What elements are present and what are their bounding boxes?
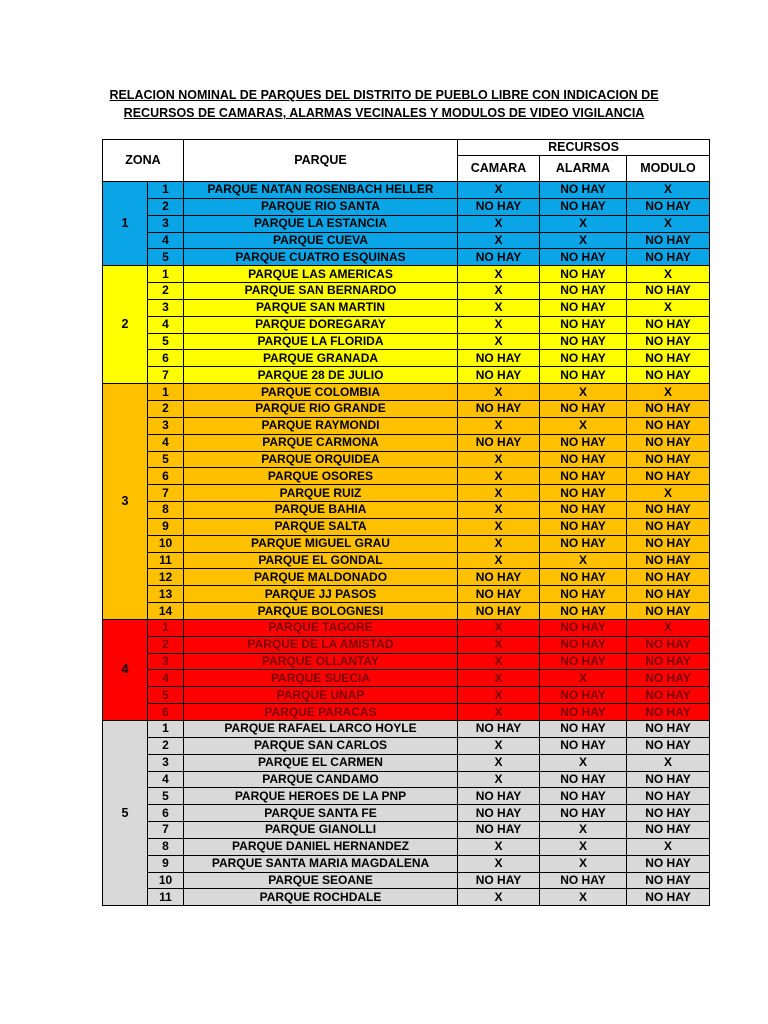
alarma-status: NO HAY — [540, 451, 627, 468]
table-row — [103, 872, 710, 889]
alarma-status: NO HAY — [540, 367, 627, 384]
camara-status: NO HAY — [458, 249, 540, 266]
row-number: 11 — [148, 889, 184, 906]
alarma-status: X — [540, 855, 627, 872]
alarma-status: X — [540, 552, 627, 569]
camara-status: X — [458, 636, 540, 653]
camara-status: X — [458, 653, 540, 670]
row-number: 5 — [148, 687, 184, 704]
park-name: PARQUE LAS AMERICAS — [184, 266, 458, 283]
modulo-status: NO HAY — [627, 636, 710, 653]
table-row — [103, 889, 710, 906]
park-name: PARQUE MIGUEL GRAU — [184, 535, 458, 552]
modulo-status: NO HAY — [627, 535, 710, 552]
camara-status: NO HAY — [458, 569, 540, 586]
zona-cell: 5 — [103, 721, 148, 906]
modulo-status: X — [627, 266, 710, 283]
modulo-status: NO HAY — [627, 805, 710, 822]
table-row — [103, 687, 710, 704]
row-number: 9 — [148, 855, 184, 872]
modulo-status: NO HAY — [627, 417, 710, 434]
park-name: PARQUE SAN MARTIN — [184, 299, 458, 316]
alarma-status: NO HAY — [540, 619, 627, 636]
alarma-status: NO HAY — [540, 872, 627, 889]
park-name: PARQUE DE LA AMISTAD — [184, 636, 458, 653]
row-number: 7 — [148, 822, 184, 839]
camara-status: X — [458, 417, 540, 434]
modulo-status: NO HAY — [627, 316, 710, 333]
row-number: 6 — [148, 704, 184, 721]
camara-status: X — [458, 384, 540, 401]
park-name: PARQUE ROCHDALE — [184, 889, 458, 906]
row-number: 1 — [148, 266, 184, 283]
alarma-status: X — [540, 232, 627, 249]
modulo-status: NO HAY — [627, 434, 710, 451]
header-camara: CAMARA — [458, 156, 540, 182]
camara-status: NO HAY — [458, 788, 540, 805]
alarma-status: NO HAY — [540, 350, 627, 367]
table-body — [103, 182, 710, 906]
table-row — [103, 434, 710, 451]
alarma-status: NO HAY — [540, 721, 627, 738]
camara-status: X — [458, 451, 540, 468]
camara-status: NO HAY — [458, 586, 540, 603]
alarma-status: NO HAY — [540, 687, 627, 704]
header-modulo: MODULO — [627, 156, 710, 182]
park-name: PARQUE SEOANE — [184, 872, 458, 889]
modulo-status: NO HAY — [627, 872, 710, 889]
row-number: 14 — [148, 603, 184, 620]
table-row — [103, 266, 710, 283]
park-name: PARQUE TAGORE — [184, 619, 458, 636]
modulo-status: NO HAY — [627, 367, 710, 384]
alarma-status: NO HAY — [540, 518, 627, 535]
camara-status: X — [458, 889, 540, 906]
table-row — [103, 350, 710, 367]
park-name: PARQUE NATAN ROSENBACH HELLER — [184, 182, 458, 199]
zona-cell: 1 — [103, 182, 148, 266]
alarma-status: NO HAY — [540, 653, 627, 670]
park-name: PARQUE SAN CARLOS — [184, 737, 458, 754]
modulo-status: X — [627, 299, 710, 316]
alarma-status: NO HAY — [540, 468, 627, 485]
camara-status: X — [458, 838, 540, 855]
alarma-status: NO HAY — [540, 586, 627, 603]
modulo-status: NO HAY — [627, 569, 710, 586]
alarma-status: NO HAY — [540, 316, 627, 333]
camara-status: NO HAY — [458, 198, 540, 215]
alarma-status: NO HAY — [540, 636, 627, 653]
park-name: PARQUE LA FLORIDA — [184, 333, 458, 350]
table-row — [103, 299, 710, 316]
row-number: 5 — [148, 451, 184, 468]
park-name: PARQUE SUECIA — [184, 670, 458, 687]
park-name: PARQUE CUATRO ESQUINAS — [184, 249, 458, 266]
row-number: 3 — [148, 653, 184, 670]
park-name: PARQUE CARMONA — [184, 434, 458, 451]
row-number: 5 — [148, 788, 184, 805]
row-number: 6 — [148, 468, 184, 485]
row-number: 10 — [148, 535, 184, 552]
modulo-status: NO HAY — [627, 198, 710, 215]
park-name: PARQUE EL CARMEN — [184, 754, 458, 771]
alarma-status: X — [540, 417, 627, 434]
modulo-status: NO HAY — [627, 333, 710, 350]
modulo-status: NO HAY — [627, 687, 710, 704]
camara-status: X — [458, 687, 540, 704]
camara-status: NO HAY — [458, 805, 540, 822]
table-row — [103, 451, 710, 468]
park-name: PARQUE SANTA FE — [184, 805, 458, 822]
modulo-status: NO HAY — [627, 350, 710, 367]
camara-status: X — [458, 215, 540, 232]
header-zona: ZONA — [103, 140, 184, 182]
table-row — [103, 653, 710, 670]
table-row — [103, 805, 710, 822]
table-row — [103, 198, 710, 215]
alarma-status: NO HAY — [540, 502, 627, 519]
park-name: PARQUE RUIZ — [184, 485, 458, 502]
park-name: PARQUE SANTA MARIA MAGDALENA — [184, 855, 458, 872]
table-row — [103, 838, 710, 855]
alarma-status: X — [540, 838, 627, 855]
row-number: 8 — [148, 502, 184, 519]
row-number: 10 — [148, 872, 184, 889]
table-row — [103, 704, 710, 721]
row-number: 4 — [148, 232, 184, 249]
park-name: PARQUE OSORES — [184, 468, 458, 485]
title-line-1: RELACION NOMINAL DE PARQUES DEL DISTRITO DE PUEBLO LIBRE CON INDICACION DE — [109, 88, 659, 102]
park-name: PARQUE ORQUIDEA — [184, 451, 458, 468]
row-number: 1 — [148, 721, 184, 738]
row-number: 2 — [148, 737, 184, 754]
modulo-status: NO HAY — [627, 889, 710, 906]
row-number: 2 — [148, 283, 184, 300]
header-recursos: RECURSOS — [458, 140, 710, 156]
camara-status: X — [458, 619, 540, 636]
modulo-status: NO HAY — [627, 552, 710, 569]
modulo-status: NO HAY — [627, 232, 710, 249]
zona-cell: 3 — [103, 384, 148, 620]
header-row-1 — [103, 140, 710, 156]
park-name: PARQUE DANIEL HERNANDEZ — [184, 838, 458, 855]
alarma-status: X — [540, 822, 627, 839]
park-name: PARQUE SAN BERNARDO — [184, 283, 458, 300]
park-name: PARQUE CANDAMO — [184, 771, 458, 788]
park-name: PARQUE CUEVA — [184, 232, 458, 249]
header-alarma: ALARMA — [540, 156, 627, 182]
modulo-status: X — [627, 485, 710, 502]
alarma-status: NO HAY — [540, 771, 627, 788]
alarma-status: NO HAY — [540, 266, 627, 283]
row-number: 2 — [148, 636, 184, 653]
row-number: 8 — [148, 838, 184, 855]
alarma-status: NO HAY — [540, 299, 627, 316]
row-number: 2 — [148, 400, 184, 417]
camara-status: NO HAY — [458, 872, 540, 889]
modulo-status: NO HAY — [627, 721, 710, 738]
park-name: PARQUE RIO GRANDE — [184, 400, 458, 417]
row-number: 6 — [148, 350, 184, 367]
table-row — [103, 855, 710, 872]
zona-cell: 2 — [103, 266, 148, 384]
zona-cell: 4 — [103, 619, 148, 720]
table-row — [103, 485, 710, 502]
row-number: 13 — [148, 586, 184, 603]
alarma-status: X — [540, 754, 627, 771]
row-number: 3 — [148, 754, 184, 771]
alarma-status: NO HAY — [540, 249, 627, 266]
row-number: 7 — [148, 485, 184, 502]
park-name: PARQUE JJ PASOS — [184, 586, 458, 603]
table-row — [103, 586, 710, 603]
alarma-status: NO HAY — [540, 788, 627, 805]
parks-table — [102, 139, 710, 906]
park-name: PARQUE MALDONADO — [184, 569, 458, 586]
modulo-status: NO HAY — [627, 400, 710, 417]
modulo-status: X — [627, 838, 710, 855]
table-row — [103, 788, 710, 805]
alarma-status: NO HAY — [540, 535, 627, 552]
row-number: 4 — [148, 771, 184, 788]
camara-status: X — [458, 855, 540, 872]
park-name: PARQUE GIANOLLI — [184, 822, 458, 839]
alarma-status: NO HAY — [540, 182, 627, 199]
row-number: 11 — [148, 552, 184, 569]
table-row — [103, 417, 710, 434]
camara-status: X — [458, 737, 540, 754]
alarma-status: NO HAY — [540, 434, 627, 451]
table-row — [103, 822, 710, 839]
table-row — [103, 333, 710, 350]
modulo-status: NO HAY — [627, 653, 710, 670]
modulo-status: NO HAY — [627, 822, 710, 839]
row-number: 5 — [148, 333, 184, 350]
modulo-status: X — [627, 754, 710, 771]
alarma-status: NO HAY — [540, 400, 627, 417]
alarma-status: NO HAY — [540, 283, 627, 300]
camara-status: X — [458, 485, 540, 502]
table-row — [103, 535, 710, 552]
table-row — [103, 619, 710, 636]
modulo-status: NO HAY — [627, 737, 710, 754]
table-row — [103, 569, 710, 586]
alarma-status: X — [540, 889, 627, 906]
row-number: 4 — [148, 316, 184, 333]
title-line-2: RECURSOS DE CAMARAS, ALARMAS VECINALES Y MODULOS DE VIDEO VIGILANCIA — [123, 106, 645, 120]
modulo-status: X — [627, 182, 710, 199]
table-row — [103, 771, 710, 788]
row-number: 2 — [148, 198, 184, 215]
camara-status: NO HAY — [458, 367, 540, 384]
camara-status: NO HAY — [458, 822, 540, 839]
camara-status: X — [458, 283, 540, 300]
row-number: 1 — [148, 384, 184, 401]
camara-status: X — [458, 771, 540, 788]
row-number: 9 — [148, 518, 184, 535]
camara-status: NO HAY — [458, 400, 540, 417]
row-number: 6 — [148, 805, 184, 822]
row-number: 3 — [148, 299, 184, 316]
table-row — [103, 636, 710, 653]
table-row — [103, 400, 710, 417]
modulo-status: NO HAY — [627, 468, 710, 485]
modulo-status: NO HAY — [627, 603, 710, 620]
alarma-status: NO HAY — [540, 603, 627, 620]
park-name: PARQUE OLLANTAY — [184, 653, 458, 670]
modulo-status: NO HAY — [627, 670, 710, 687]
modulo-status: X — [627, 215, 710, 232]
alarma-status: X — [540, 215, 627, 232]
row-number: 1 — [148, 182, 184, 199]
table-row — [103, 215, 710, 232]
alarma-status: NO HAY — [540, 805, 627, 822]
modulo-status: NO HAY — [627, 586, 710, 603]
modulo-status: NO HAY — [627, 518, 710, 535]
camara-status: X — [458, 704, 540, 721]
camara-status: NO HAY — [458, 434, 540, 451]
camara-status: X — [458, 502, 540, 519]
camara-status: X — [458, 754, 540, 771]
park-name: PARQUE RAYMONDI — [184, 417, 458, 434]
table-row — [103, 182, 710, 199]
camara-status: NO HAY — [458, 721, 540, 738]
park-name: PARQUE EL GONDAL — [184, 552, 458, 569]
row-number: 3 — [148, 417, 184, 434]
modulo-status: X — [627, 384, 710, 401]
camara-status: X — [458, 232, 540, 249]
camara-status: X — [458, 316, 540, 333]
camara-status: X — [458, 518, 540, 535]
modulo-status: X — [627, 619, 710, 636]
park-name: PARQUE UNAP — [184, 687, 458, 704]
row-number: 3 — [148, 215, 184, 232]
row-number: 4 — [148, 670, 184, 687]
table-row — [103, 754, 710, 771]
modulo-status: NO HAY — [627, 771, 710, 788]
table-row — [103, 502, 710, 519]
alarma-status: X — [540, 670, 627, 687]
modulo-status: NO HAY — [627, 249, 710, 266]
camara-status: X — [458, 182, 540, 199]
row-number: 1 — [148, 619, 184, 636]
alarma-status: NO HAY — [540, 198, 627, 215]
park-name: PARQUE BOLOGNESI — [184, 603, 458, 620]
camara-status: X — [458, 552, 540, 569]
alarma-status: NO HAY — [540, 704, 627, 721]
camara-status: X — [458, 299, 540, 316]
camara-status: X — [458, 333, 540, 350]
table-row — [103, 721, 710, 738]
park-name: PARQUE BAHIA — [184, 502, 458, 519]
row-number: 12 — [148, 569, 184, 586]
park-name: PARQUE RIO SANTA — [184, 198, 458, 215]
camara-status: X — [458, 670, 540, 687]
table-row — [103, 367, 710, 384]
camara-status: X — [458, 266, 540, 283]
document-title — [0, 86, 768, 122]
park-name: PARQUE LA ESTANCIA — [184, 215, 458, 232]
camara-status: X — [458, 468, 540, 485]
row-number: 5 — [148, 249, 184, 266]
park-name: PARQUE COLOMBIA — [184, 384, 458, 401]
row-number: 4 — [148, 434, 184, 451]
header-parque: PARQUE — [184, 140, 458, 182]
modulo-status: NO HAY — [627, 855, 710, 872]
table-row — [103, 518, 710, 535]
camara-status: NO HAY — [458, 350, 540, 367]
park-name: PARQUE HEROES DE LA PNP — [184, 788, 458, 805]
table-row — [103, 232, 710, 249]
alarma-status: X — [540, 384, 627, 401]
park-name: PARQUE SALTA — [184, 518, 458, 535]
park-name: PARQUE DOREGARAY — [184, 316, 458, 333]
table-row — [103, 737, 710, 754]
table-row — [103, 283, 710, 300]
table-row — [103, 603, 710, 620]
modulo-status: NO HAY — [627, 788, 710, 805]
alarma-status: NO HAY — [540, 485, 627, 502]
modulo-status: NO HAY — [627, 283, 710, 300]
modulo-status: NO HAY — [627, 502, 710, 519]
park-name: PARQUE GRANADA — [184, 350, 458, 367]
alarma-status: NO HAY — [540, 569, 627, 586]
park-name: PARQUE 28 DE JULIO — [184, 367, 458, 384]
camara-status: X — [458, 535, 540, 552]
table-row — [103, 670, 710, 687]
modulo-status: NO HAY — [627, 451, 710, 468]
modulo-status: NO HAY — [627, 704, 710, 721]
table-row — [103, 468, 710, 485]
park-name: PARQUE RAFAEL LARCO HOYLE — [184, 721, 458, 738]
park-name: PARQUE PARACAS — [184, 704, 458, 721]
alarma-status: NO HAY — [540, 737, 627, 754]
alarma-status: NO HAY — [540, 333, 627, 350]
table-row — [103, 249, 710, 266]
table-row — [103, 552, 710, 569]
table-row — [103, 316, 710, 333]
row-number: 7 — [148, 367, 184, 384]
table-row — [103, 384, 710, 401]
camara-status: NO HAY — [458, 603, 540, 620]
